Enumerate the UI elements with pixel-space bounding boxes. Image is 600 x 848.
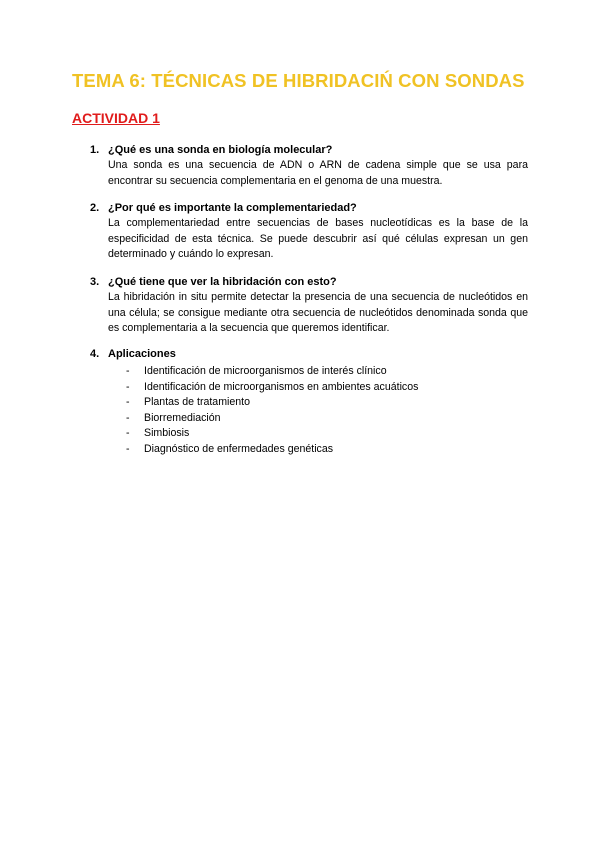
page-title: TEMA 6: TÉCNICAS DE HIBRIDACIŃ CON SONDAS — [72, 70, 525, 91]
list-item: - Diagnóstico de enfermedades genéticas — [126, 442, 418, 458]
bullet-dash: - — [126, 427, 130, 439]
section-heading: Aplicaciones — [108, 348, 176, 360]
list-item: - Biorremediación — [126, 411, 418, 427]
bullet-dash: - — [126, 396, 130, 408]
item-number: 2. — [90, 202, 100, 214]
applications-list — [126, 364, 418, 457]
bullet-dash: - — [126, 365, 130, 377]
question-text: ¿Qué tiene que ver la hibridación con esto? — [108, 276, 337, 288]
list-item: - Identificación de microorganismos de interés clínico — [126, 364, 418, 380]
bullet-dash: - — [126, 411, 130, 424]
answer-text: La complementariedad entre secuencias de bases nucleotídicas es la base de la especificidad de esta técnica. Se puede descubrir así qué células expresan un gen determinado y cuándo lo expresan. — [108, 217, 528, 261]
item-number: 4. — [90, 348, 100, 360]
list-item: - Plantas de tratamiento — [126, 395, 418, 411]
question-text: ¿Por qué es importante la complementariedad? — [108, 202, 357, 214]
answer-text: La hibridación in situ permite detectar la presencia de una secuencia de nucleótidos en una célula; se consigue mediante otra secuencia de nucleótidos denominada sonda que es complementaria a la secuencia que queremos identificar. — [108, 291, 528, 335]
item-number: 3. — [90, 276, 100, 288]
list-item: - Identificación de microorganismos en ambientes acuáticos — [126, 380, 418, 396]
activity-heading: ACTIVIDAD 1 — [72, 110, 160, 126]
item-number: 1. — [90, 144, 100, 156]
bullet-dash: - — [126, 442, 130, 455]
bullet-dash: - — [126, 380, 130, 393]
question-text: ¿Qué es una sonda en biología molecular? — [108, 144, 333, 156]
list-item: - Simbiosis — [126, 426, 418, 442]
answer-text: Una sonda es una secuencia de ADN o ARN de cadena simple que se usa para encontrar su secuencia complementaria en el genoma de una muestra. — [108, 159, 528, 187]
